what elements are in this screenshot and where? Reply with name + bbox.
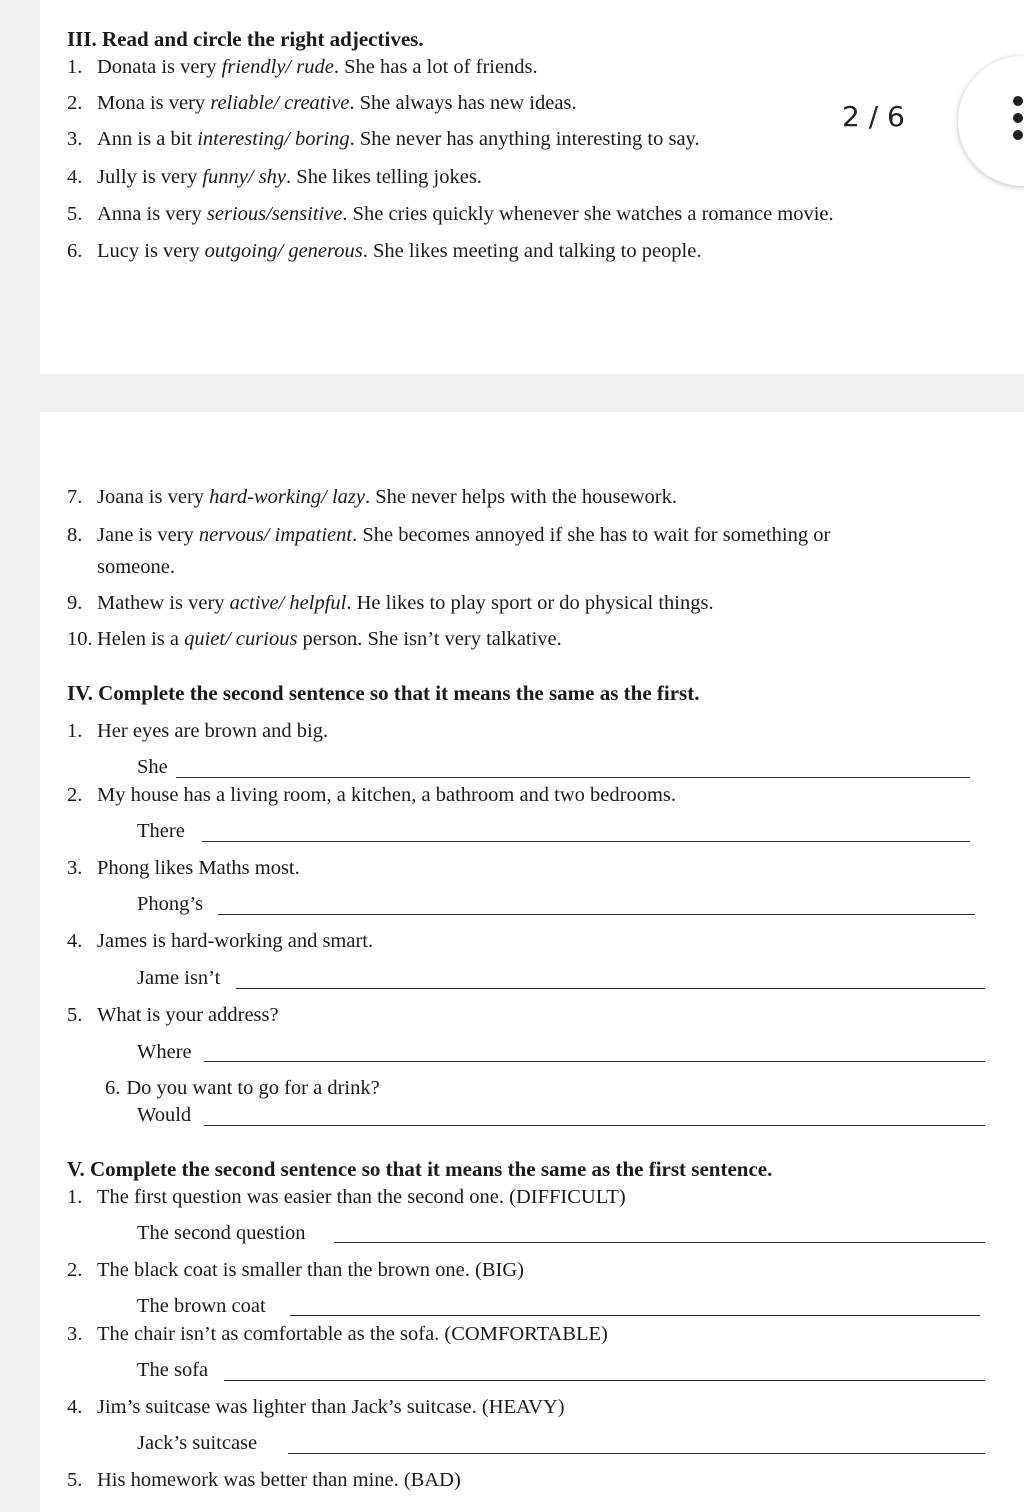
adjective-options: hard-working/ lazy xyxy=(209,486,365,508)
item-text: The first question was easier than the second one. (DIFFICULT) xyxy=(97,1186,626,1208)
item-number: 3. xyxy=(67,857,83,879)
item-number: 3. xyxy=(67,1323,83,1345)
section-3-item xyxy=(67,486,677,509)
item-number: 2. xyxy=(67,92,83,114)
more-vert-icon-dot xyxy=(1013,113,1023,123)
answer-prompt: She xyxy=(137,756,168,778)
item-number: 6. xyxy=(105,1077,121,1099)
adjective-options: funny/ shy xyxy=(202,166,287,188)
item-text: . She has a lot of friends. xyxy=(333,56,538,78)
answer-prompt: Phong’s xyxy=(137,893,204,915)
section-3-item xyxy=(67,203,834,226)
item-text: . She likes telling jokes. xyxy=(286,166,482,188)
section-4-item xyxy=(67,1004,279,1027)
answer-prompt: Jame isn’t xyxy=(137,967,221,989)
item-number: 1. xyxy=(67,56,83,78)
item-text: Jim’s suitcase was lighter than Jack’s suitcase. (HEAVY) xyxy=(97,1396,565,1418)
item-number: 5. xyxy=(67,1469,83,1491)
item-text: Jane is very xyxy=(97,524,199,546)
answer-prompt: The second question xyxy=(137,1222,306,1244)
item-text: Lucy is very xyxy=(97,240,205,262)
item-text: Joana is very xyxy=(97,486,210,508)
item-number: 5. xyxy=(67,1004,83,1026)
section-5-item xyxy=(67,1469,461,1492)
answer-prompt: Would xyxy=(137,1104,192,1126)
section-3-item xyxy=(67,92,577,115)
item-number: 4. xyxy=(67,1396,83,1418)
item-text: . She likes meeting and talking to people. xyxy=(362,240,702,262)
section-3-item xyxy=(67,56,538,79)
section-5-item xyxy=(67,1259,524,1282)
answer-prompt: The sofa xyxy=(137,1359,209,1381)
item-text: . He likes to play sport or do physical things. xyxy=(346,592,714,614)
section-5-item xyxy=(67,1186,626,1209)
section-4-item xyxy=(105,1077,380,1100)
item-text: Her eyes are brown and big. xyxy=(97,720,329,742)
section-5-title: V. Complete the second sentence so that it means the same as the first sentence. xyxy=(67,1157,773,1181)
section-3-item xyxy=(67,240,701,263)
section-4-item xyxy=(67,857,300,880)
answer-line[interactable] xyxy=(236,988,985,989)
item-number: 6. xyxy=(67,240,83,262)
answer-line[interactable] xyxy=(224,1380,985,1381)
answer-prompt: Jack’s suitcase xyxy=(137,1432,258,1454)
item-text: His homework was better than mine. (BAD) xyxy=(97,1469,461,1491)
item-continuation: someone. xyxy=(97,556,175,578)
item-text: Ann is a bit xyxy=(97,128,198,150)
item-number: 7. xyxy=(67,486,83,508)
item-text: . She cries quickly whenever she watches a romance movie. xyxy=(342,203,834,225)
section-3-item xyxy=(67,166,482,189)
adjective-options: friendly/ rude xyxy=(221,56,334,78)
section-3-item xyxy=(67,128,700,151)
item-number: 2. xyxy=(67,784,83,806)
answer-prompt: There xyxy=(137,820,185,842)
section-5-item xyxy=(67,1396,565,1419)
item-text: What is your address? xyxy=(97,1004,279,1026)
section-4-item xyxy=(67,784,676,807)
answer-line[interactable] xyxy=(202,841,970,842)
section-4-item xyxy=(67,720,328,743)
adjective-options: interesting/ boring xyxy=(197,128,350,150)
answer-line[interactable] xyxy=(204,1061,985,1062)
item-text: James is hard-working and smart. xyxy=(97,930,374,952)
item-number: 5. xyxy=(67,203,83,225)
item-text: Phong likes Maths most. xyxy=(97,857,300,879)
item-number: 1. xyxy=(67,720,83,742)
answer-line[interactable] xyxy=(218,914,975,915)
answer-prompt: Where xyxy=(137,1041,192,1063)
answer-line[interactable] xyxy=(334,1242,985,1243)
more-vert-icon-dot xyxy=(1013,130,1023,140)
item-number: 3. xyxy=(67,128,83,150)
adjective-options: outgoing/ generous xyxy=(204,240,363,262)
more-vert-icon xyxy=(1013,96,1023,106)
item-text: Jully is very xyxy=(97,166,203,188)
item-text: The black coat is smaller than the brown one. (BIG) xyxy=(97,1259,524,1281)
item-number: 10. xyxy=(67,628,93,650)
adjective-options: quiet/ curious xyxy=(184,628,298,650)
section-3-item xyxy=(67,524,830,547)
adjective-options: active/ helpful xyxy=(229,592,347,614)
section-3-item xyxy=(67,628,562,651)
answer-line[interactable] xyxy=(290,1315,980,1316)
item-text: . She becomes annoyed if she has to wait for something or xyxy=(352,524,831,546)
item-number: 9. xyxy=(67,592,83,614)
item-text: Do you want to go for a drink? xyxy=(126,1077,380,1099)
item-text: Donata is very xyxy=(97,56,222,78)
item-number: 8. xyxy=(67,524,83,546)
item-text: My house has a living room, a kitchen, a bathroom and two bedrooms. xyxy=(97,784,677,806)
answer-line[interactable] xyxy=(176,777,970,778)
item-number: 4. xyxy=(67,166,83,188)
section-4-item xyxy=(67,930,373,953)
item-text: Anna is very xyxy=(97,203,207,225)
answer-line[interactable] xyxy=(288,1453,985,1454)
adjective-options: reliable/ creative xyxy=(210,92,350,114)
item-number: 1. xyxy=(67,1186,83,1208)
item-number: 2. xyxy=(67,1259,83,1281)
section-3-item xyxy=(67,592,714,615)
section-4-title: IV. Complete the second sentence so that it means the same as the first. xyxy=(67,681,700,705)
item-text: . She never helps with the housework. xyxy=(365,486,677,508)
item-number: 4. xyxy=(67,930,83,952)
adjective-options: nervous/ impatient xyxy=(198,524,353,546)
section-3-title: III. Read and circle the right adjectives. xyxy=(67,27,424,51)
answer-line[interactable] xyxy=(204,1125,985,1126)
page-counter: 2 / 6 xyxy=(842,100,905,133)
section-5-item xyxy=(67,1323,608,1346)
item-text: person. She isn’t very talkative. xyxy=(297,628,562,650)
adjective-options: serious/sensitive xyxy=(206,203,343,225)
item-text: . She always has new ideas. xyxy=(349,92,577,114)
item-text: Mona is very xyxy=(97,92,211,114)
document-page-bottom xyxy=(40,412,1024,1512)
answer-prompt: The brown coat xyxy=(137,1295,266,1317)
item-text: The chair isn’t as comfortable as the sofa. (COMFORTABLE) xyxy=(97,1323,608,1345)
item-text: Mathew is very xyxy=(97,592,230,614)
item-text: Helen is a xyxy=(97,628,185,650)
item-text: . She never has anything interesting to say. xyxy=(349,128,700,150)
